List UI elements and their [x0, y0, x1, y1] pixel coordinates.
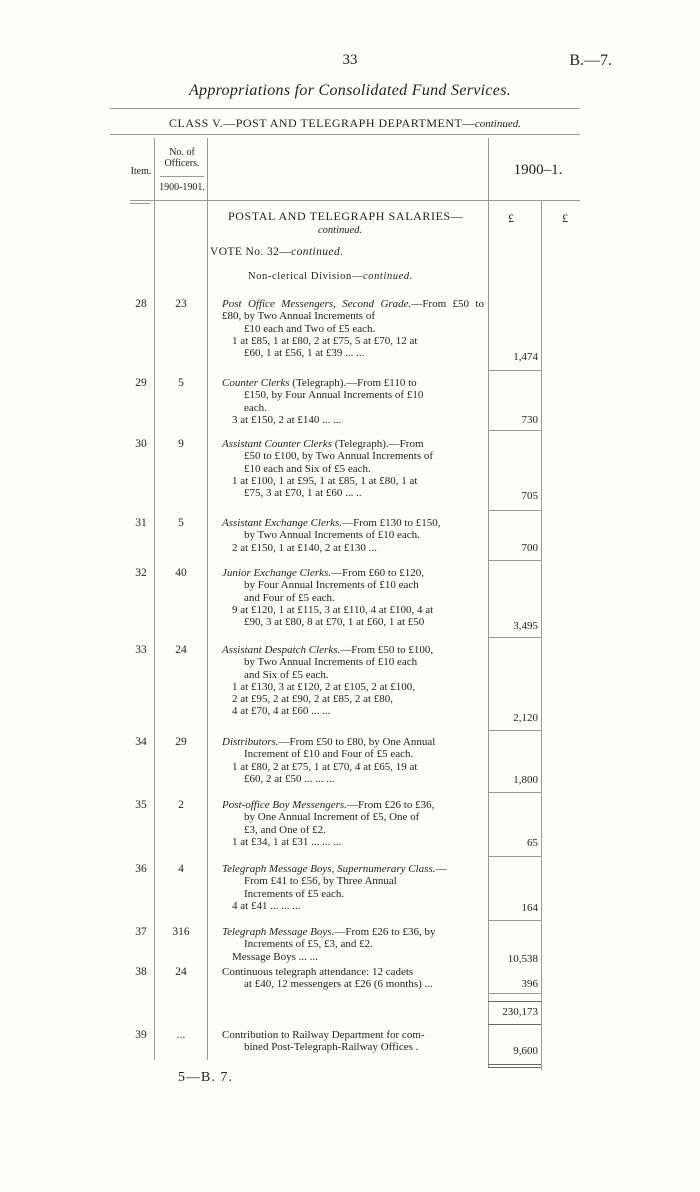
header-rule: [130, 200, 580, 201]
item-title: Counter Clerks: [222, 377, 290, 389]
pound-sign-1: £: [508, 211, 514, 225]
officers-count: 4: [178, 863, 184, 875]
item-first-line: Continuous telegraph attendance: 12 cadets: [222, 966, 414, 978]
item-amount: 396: [521, 978, 538, 990]
column-header-item: Item.: [130, 166, 152, 177]
item-line: and Four of £5 each.: [244, 591, 335, 604]
item-first-line: [222, 567, 484, 579]
item-line: Increments of £5, £3, and £2.: [244, 938, 373, 951]
item-title: Post-office Boy Messengers.: [222, 799, 347, 811]
officers-count: 24: [175, 644, 187, 656]
item-number: 39: [135, 1029, 147, 1041]
item-line: 1 at £85, 1 at £80, 2 at £75, 5 at £70, 12 at: [232, 334, 418, 347]
item-first-line-rest: —From £26 to £36,: [346, 799, 435, 811]
vote-heading: [210, 246, 343, 258]
item-line: £150, by Four Annual Increments of £10: [244, 389, 424, 402]
item-description: [222, 736, 484, 785]
item-line: £75, 3 at £70, 1 at £60 ... ..: [244, 487, 362, 500]
column-header-officers-2: Officers.: [164, 158, 200, 169]
item-description: [222, 567, 484, 628]
class-heading-text: CLASS V.—POST AND TELEGRAPH DEPARTMENT—: [169, 116, 475, 130]
item-description: [222, 644, 484, 718]
divider: [110, 134, 580, 135]
total-rule: [488, 1067, 541, 1068]
item-title: Junior Exchange Clerks.: [222, 567, 332, 579]
item-first-line: [222, 438, 484, 450]
item-line: at £40, 12 messengers at £26 (6 months) ...: [244, 978, 433, 991]
item-first-line: [222, 736, 484, 748]
section-title-cont: [318, 222, 362, 237]
item-line: and Six of £5 each.: [244, 668, 329, 681]
amount-rule: [488, 792, 541, 793]
subtotal-rule: [488, 1024, 541, 1025]
column-rule: [488, 138, 489, 1068]
column-rule: [541, 200, 542, 1070]
item-number: 36: [135, 863, 147, 875]
item-first-line: [222, 377, 484, 389]
item-amount: 1,474: [513, 351, 538, 363]
item-description: [222, 863, 484, 912]
item-first-line: [222, 298, 484, 323]
vote-text: VOTE No. 32—: [210, 246, 292, 258]
total-rule: [488, 1064, 541, 1065]
item-line: £3, and One of £2.: [244, 823, 326, 836]
item-first-line-rest: —From £130 to £150,: [342, 517, 441, 529]
item-first-line-rest: —From £50 to £100,: [340, 644, 434, 656]
item-number: 32: [135, 567, 147, 579]
item-line: each.: [244, 401, 267, 414]
column-header-year: 1900–1.: [513, 162, 563, 178]
amount-rule: [488, 370, 541, 371]
officers-count: ...: [176, 1029, 186, 1041]
item-first-line-rest: (Telegraph).—From £110 to: [289, 377, 417, 389]
division-cont: continued.: [362, 271, 413, 282]
item-number: 28: [135, 298, 147, 310]
item-number: 37: [135, 926, 147, 938]
officers-count: 316: [172, 926, 190, 938]
item-line: by Two Annual Increments of £10 each: [244, 656, 418, 669]
subtotal-amount: 230,173: [502, 1006, 538, 1018]
amount-rule: [488, 993, 541, 994]
item-line: 1 at £80, 2 at £75, 1 at £70, 4 at £65, 19 at: [232, 760, 418, 773]
officers-count: 23: [175, 298, 187, 310]
item-first-line: [222, 926, 484, 938]
officers-count: 9: [178, 438, 184, 450]
item-description: [222, 1029, 484, 1054]
item-number: 30: [135, 438, 147, 450]
item-amount: 3,495: [513, 620, 538, 632]
item-first-line: [222, 644, 484, 656]
item-first-line-rest: —From £60 to £120,: [331, 567, 424, 579]
item-number: 38: [135, 966, 147, 978]
division-heading: [248, 271, 413, 282]
item-title: Telegraph Message Boys, Supernumerary Class.: [222, 863, 436, 875]
item-line: by One Annual Increment of £5, One of: [244, 811, 420, 824]
item-first-line: [222, 799, 484, 811]
item-first-line-rest: —From £26 to £36, by: [334, 926, 436, 938]
item-line: 1 at £34, 1 at £31 ... ... ...: [232, 835, 342, 848]
item-line: by Two Annual Increments of £10 each.: [244, 529, 420, 542]
page-number: 33: [342, 52, 358, 68]
item-line: From £41 to £56, by Three Annual: [244, 875, 397, 888]
subtotal-rule: [488, 1001, 541, 1002]
item-description: [222, 799, 484, 848]
item-description: [222, 966, 484, 991]
item-title: Post Office Messengers, Second Grade.: [222, 298, 412, 310]
item-line: bined Post-Telegraph-Railway Offices .: [244, 1041, 419, 1054]
column-rule: [207, 138, 208, 1060]
header-rule: [130, 203, 150, 204]
divider: [160, 176, 204, 177]
officers-count: 5: [178, 517, 184, 529]
page-title: Appropriations for Consolidated Fund Services.: [188, 82, 512, 99]
pound-sign-2: £: [562, 211, 568, 225]
item-description: [222, 298, 484, 359]
officers-count: 40: [175, 567, 187, 579]
item-line: £60, 1 at £56, 1 at £39 ... ...: [244, 347, 365, 360]
column-rule: [154, 138, 155, 1060]
section-title: POSTAL AND TELEGRAPH SALARIES—: [228, 209, 464, 223]
item-amount: 65: [527, 837, 538, 849]
item-title: Assistant Despatch Clerks.: [222, 644, 341, 656]
divider: [110, 108, 580, 109]
item-amount: 164: [521, 902, 538, 914]
officers-count: 2: [178, 799, 184, 811]
item-number: 31: [135, 517, 147, 529]
item-first-line: Contribution to Railway Department for com-: [222, 1029, 425, 1041]
vote-cont: continued.: [291, 246, 344, 258]
item-amount: 10,538: [507, 953, 538, 965]
item-first-line: [222, 863, 484, 875]
item-title: Assistant Counter Clerks: [222, 438, 333, 450]
item-title: Distributors.: [222, 736, 279, 748]
item-title: Assistant Exchange Clerks.: [222, 517, 343, 529]
item-description: [222, 438, 484, 499]
item-line: 1 at £100, 1 at £95, 1 at £85, 1 at £80, 1 at: [232, 474, 418, 487]
amount-rule: [488, 920, 541, 921]
item-line: 1 at £130, 3 at £120, 2 at £105, 2 at £100,: [232, 680, 416, 693]
item-amount: 9,600: [513, 1045, 538, 1057]
item-line: 2 at £95, 2 at £90, 2 at £85, 2 at £80,: [232, 693, 394, 706]
item-line: by Four Annual Increments of £10 each: [244, 579, 419, 592]
amount-rule: [488, 430, 541, 431]
item-amount: 730: [521, 414, 538, 426]
amount-rule: [488, 730, 541, 731]
item-line: 4 at £70, 4 at £60 ... ...: [232, 705, 331, 718]
item-first-line-rest: —: [435, 863, 447, 875]
column-header-officers-1: No. of: [169, 147, 195, 158]
amount-rule: [488, 560, 541, 561]
item-line: 4 at £41 ... ... ...: [232, 899, 301, 912]
item-first-line-rest: (Telegraph).—From: [332, 438, 424, 450]
item-amount: 1,800: [513, 774, 538, 786]
item-line: 3 at £150, 2 at £140 ... ...: [232, 413, 342, 426]
item-title: Telegraph Message Boys.: [222, 926, 335, 938]
item-line: 2 at £150, 1 at £140, 2 at £130 ...: [232, 541, 377, 554]
item-first-line: [222, 517, 484, 529]
item-line: £50 to £100, by Two Annual Increments of: [244, 450, 434, 463]
item-amount: 2,120: [513, 712, 538, 724]
amount-rule: [488, 510, 541, 511]
amount-rule: [488, 637, 541, 638]
page-reference: B.—7.: [569, 52, 612, 69]
class-heading: [110, 116, 580, 131]
item-amount: 700: [521, 542, 538, 554]
item-number: 34: [135, 736, 147, 748]
officers-count: 24: [175, 966, 187, 978]
item-first-line-rest: —From £50 to £80, by Two Annual Increments of: [222, 298, 484, 323]
item-description: [222, 377, 484, 426]
class-heading-cont: continued.: [474, 118, 521, 130]
item-number: 35: [135, 799, 147, 811]
item-line: Increments of £5 each.: [244, 887, 345, 900]
item-number: 33: [135, 644, 147, 656]
item-line: Increment of £10 and Four of £5 each.: [244, 748, 414, 761]
section-title-cont-text: continued.: [318, 225, 363, 236]
item-line: £10 each and Two of £5 each.: [244, 322, 376, 335]
item-amount: 705: [521, 490, 538, 502]
footer-signature: 5—B. 7.: [178, 1070, 233, 1085]
amount-rule: [488, 856, 541, 857]
division-text: Non-clerical Division—: [248, 271, 363, 282]
item-line: £10 each and Six of £5 each.: [244, 462, 371, 475]
column-header-officers-year: 1900-1901.: [159, 182, 205, 193]
item-description: [222, 517, 484, 554]
officers-count: 5: [178, 377, 184, 389]
item-line: Message Boys ... ...: [232, 950, 318, 963]
item-first-line-rest: —From £50 to £80, by One Annual: [278, 736, 436, 748]
item-number: 29: [135, 377, 147, 389]
item-line: £60, 2 at £50 ... ... ...: [244, 772, 335, 785]
item-line: 9 at £120, 1 at £115, 3 at £110, 4 at £100, 4 at: [232, 603, 434, 616]
officers-count: 29: [175, 736, 187, 748]
item-description: [222, 926, 484, 963]
item-line: £90, 3 at £80, 8 at £70, 1 at £60, 1 at £50: [244, 616, 425, 629]
